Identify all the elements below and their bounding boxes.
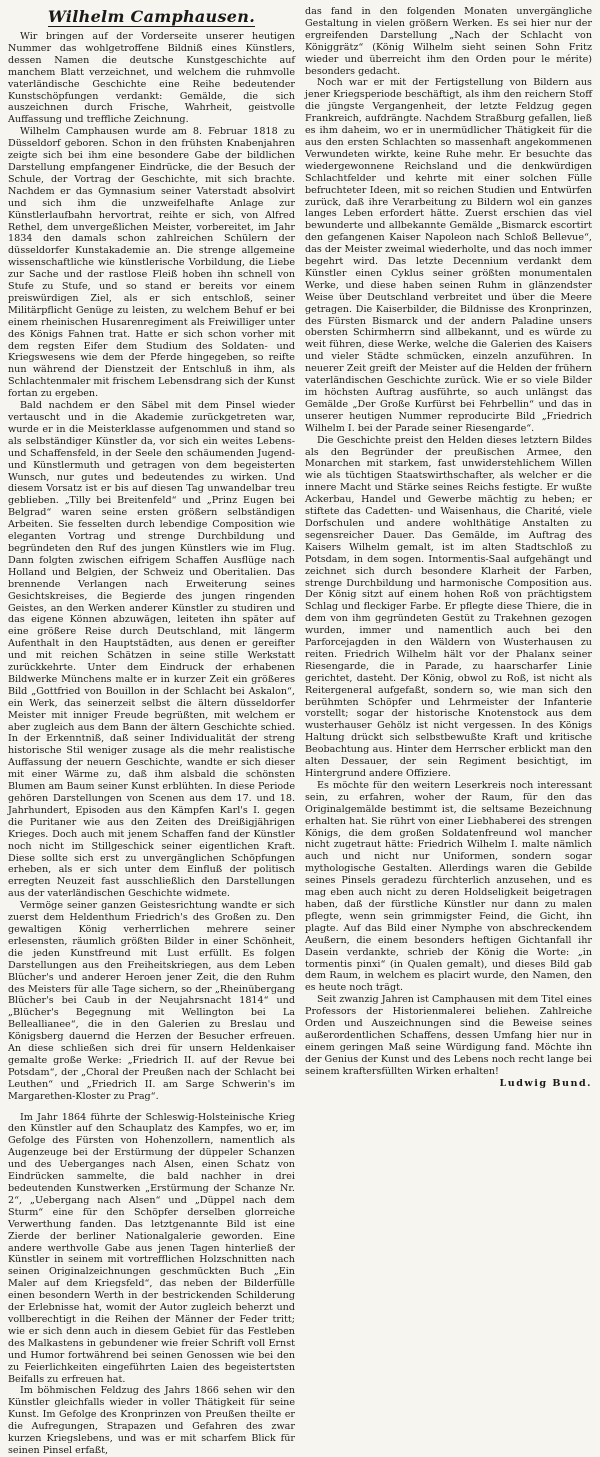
paragraph: Wir bringen auf der Vorderseite unserer heutigen Nummer das wohlgetroffene Bildniß eines Künstlers, dessen Namen die deutsche Kunstgeschichte auf manchem Blatt verzeichnet, und welchem die ruhmvolle vaterländische Geschichte eine Reihe bedeutender Kunstschöpfungen verdankt: Gemälde, die sich auszeichnen durch Frische, Wahrheit, geistvolle Auffassung und treffliche Zeichnung. xyxy=(8,31,295,126)
paragraph: das fand in den folgenden Monaten unvergängliche Gestaltung in vielen größern Werken. Es sei hier nur der ergreifenden Darstellung „Nach der Schlacht von Königgrätz“ (König Wilhelm sieht seinen Sohn Fritz wieder und überreicht ihm den Orden pour le mérite) besonders gedacht. xyxy=(305,6,592,77)
paragraph: Vermöge seiner ganzen Geistesrichtung wandte er sich zuerst dem Heldenthum Friedrich's des Großen zu. Den gewaltigen König verherrlichen mehrere seiner erlesensten, räumlich größten Bilder in einer Schönheit, die jeden Kunstfreund mit Lust erfüllt. Es folgen Darstellungen aus den Freiheitskriegen, aus dem Leben Blücher's und anderer Heroen jener Zeit, die den Ruhm des Meisters für alle Tage sichern, so der „Rheinübergang Blücher's bei Caub in der Neujahrsnacht 1814“ und „Blücher's Begegnung mit Wellington bei La Belleallianee“, die in den Galerien zu Breslau und Königsberg dauernd die Herzen der Besucher erfreuen. An diese schließen sich drei für unsern Heldenkaiser gemalte große Werke: „Friedrich II. auf der Revue bei Potsdam“, der „Choral der Preußen nach der Schlacht bei Leuthen“ und „Friedrich II. am Sarge Schwerin's im Margarethen-Kloster zu Prag“. xyxy=(8,900,295,1102)
paragraph: Im Jahr 1864 führte der Schleswig-Holsteinische Krieg den Künstler auf den Schauplatz des Kampfes, wo er, im Gefolge des Fürsten von Hohenzollern, namentlich als Augenzeuge bei der Erstürmung der düppeler Schanzen und des Ueberganges nach Alsen, einen Schatz von Eindrücken sammelte, die bald nachher in drei bedeutenden Kunstwerken „Erstürmung der Schanze Nr. 2“, „Uebergang nach Alsen“ und „Düppel nach dem Sturm“ eine für den Schöpfer derselben glorreiche Verwerthung fanden. Das letztgenannte Bild ist eine Zierde der berliner Nationalgalerie geworden. Eine andere werthvolle Gabe aus jenen Tagen hinterließ der Künstler in seinem mit vortrefflichen Holzschnitten nach seinen Originalzeichnungen geschmückten Buch „Ein Maler auf dem Kriegsfeld“, das neben der Bilderfülle einen besondern Werth in der bestrickenden Schilderung der Erlebnisse hat, womit der Autor zugleich beherzt und vollberechtigt in die Reihen der Männer der Feder tritt; wie er sich denn auch in diesem Gebiet für das Festleben des Malkastens in gebundener wie freier Schrift voll Ernst und Humor fortwährend bei seinen Genossen wie bei den zu Feierlichkeiten eingeführten Laien des begeistertsten Beifalls zu erfreuen hat. xyxy=(8,1111,295,1385)
paragraph: Noch war er mit der Fertigstellung von Bildern aus jener Kriegsperiode beschäftigt, als ihm den reichern Stoff die jüngste Vergangenheit, der letzte Feldzug gegen Frankreich, aufdrängte. Nachdem Straßburg gefallen, ließ es ihm daheim, wo er in unermüdlicher Thätigkeit für die aus den ersten Schlachten so massenhaft angekommenen Verwundeten wirkte, keine Ruhe mehr. Er besuchte das wiedergewonnene Reichsland und die denkwürdigen Schlachtfelder und kehrte mit einer solchen Fülle befruchteter Ideen, mit so reichen Studien und Entwürfen zurück, daß ihre Verarbeitung zu Bildern wol ein ganzes langes Leben erfordert hätte. Zuerst erschien das viel bewunderte und allbekannte Gemälde „Bismarck escortirt den gefangenen Kaiser Napoleon nach Schloß Bellevue“, das der Meister zweimal wiederholte, und das noch immer begehrt wird. Das letzte Decennium verdankt dem Künstler einen Cyklus seiner größten monumentalen Werke, und diese haben seinen Ruhm in glänzendster Weise über Deutschland verbreitet und über die Meere getragen. Die Kaiserbilder, die Bildnisse des Kronprinzen, des Fürsten Bismarck und der andern Paladine unsers obersten Schirmherrn sind allbekannt, und es würde zu weit führen, diese Werke, welche die Galerien des Kaisers und vieler Städte schmücken, einzeln anzuführen. In neuerer Zeit greift der Meister auf die Helden der frühern vaterländischen Geschichte zurück. Wie er so viele Bilder im höchsten Auftrag ausführte, so auch unlängst das Gemälde „Der Große Kurfürst bei Fehrbellin“ und das in unserer heutigen Nummer reproducirte Bild „Friedrich Wilhelm I. bei der Parade seiner Riesengarde“. xyxy=(305,77,593,434)
paragraph: Bald nachdem er den Säbel mit dem Pinsel wieder vertauscht und in die Akademie zurückgetreten war, wurde er in die Meisterklasse aufgenommen und stand so als selbständiger Künstler da, vor sich ein weites Lebens- und Schaffensfeld, in der Seele den schäumenden Jugend- und Künstlermuth und getragen von dem begeisterten Wunsch, nur gutes und bedeutendes zu wirken. Und diesem Vorsatz ist er bis auf diesen Tag unwandelbar treu geblieben. „Tilly bei Breitenfeld“ und „Prinz Eugen bei Belgrad“ waren seine ersten größern selbständigen Arbeiten. Sie fesselten durch lebendige Composition wie eleganten Vortrag und strenge Durchbildung und begründeten den Ruf des jungen Künstlers wie im Flug. Dann folgten zwischen eifrigem Schaffen Ausflüge nach Holland und Belgien, der Schweiz und Oberitalien. Das brennende Verlangen nach Erweiterung seines Gesichtskreises, die Begierde des jungen ringenden Geistes, an den Werken anderer Künstler zu studiren und das eigene Können abzuwägen, leiteten ihn später auf eine größere Reise durch Deutschland, mit längerm Aufenthalt in den Hauptstädten, aus denen er gereifter und mit reichen Schätzen in seine stille Werkstatt zurückkehrte. Unter dem Eindruck der erhabenen Bildwerke Münchens malte er in kurzer Zeit ein größeres Bild „Gottfried von Bouillon in der Schlacht bei Askalon“, ein Werk, das seinerzeit selbst die ältern düsseldorfer Meister mit inniger Freude begrüßten, mit welchem er aber zugleich aus dem Bann der ältern Geschichte schied. In der Erkenntniß, daß seiner Individualität der streng historische Stil weniger zusage als die mehr realistische Auffassung der neuern Geschichte, wandte er sich dieser mit einer Wärme zu, daß ihm alsbald die schönsten Blumen am Baum seiner Kunst erblühten. In diese Periode gehören Darstellungen von Scenen aus dem 17. und 18. Jahrhundert, Episoden aus den Kämpfen Karl's I. gegen die Puritaner wie aus den Zeiten des Dreißigjährigen Krieges. Doch auch mit jenem Schaffen fand der Künstler noch nicht im Stillgeschick seiner eigentlichen Kraft. Diese sollte sich erst zu unvergänglichen Schöpfungen erheben, als er sich unter dem Einfluß der politisch erregten Neuzeit fast ausschließlich den Darstellungen aus der vaterländischen Geschichte widmete. xyxy=(8,400,295,900)
paragraph: Die Geschichte preist den Helden dieses letztern Bildes als den Begründer der preußischen Armee, den Monarchen mit starkem, fast unwiderstehlichem Willen wie als tüchtigen Staatswirthschafter, als welcher er die innere Macht und Stärke seines Reichs festigte. Er wußte Ackerbau, Handel und Gewerbe mächtig zu heben; er stiftete das Cadetten- und Waisenhaus, die Charité, viele Dorfschulen und andere wohlthätige Anstalten zu segensreicher Dauer. Das Gemälde, im Auftrag des Kaisers Wilhelm gemalt, ist im alten Stadtschloß zu Potsdam, in dem sogen. Intormentis-Saal aufgehängt und zeichnet sich durch besondere Klarheit der Farben, strenge Durchbildung und harmonische Composition aus. Der König sitzt auf einem hohen Roß von prächtigstem Schlag und fleckiger Farbe. Er pflegte diese Thiere, die in dem von ihm gegründeten Gestüt zu Trakehnen gezogen wurden, immer und namentlich auch bei den Parforcejagden in den Wäldern von Wusterhausen zu reiten. Friedrich Wilhelm hält vor der Phalanx seiner Riesengarde, die in Parade, zu haarscharfer Linie gerichtet, dasteht. Der König, obwol zu Roß, ist nicht als Reitergeneral aufgefaßt, sondern so, wie man sich den berühmten Schöpfer und Lehrmeister der Infanterie vorstellt; sogar der historische Knotenstock aus dem wusterhauser Gehölz ist nicht vergessen. In des Königs Haltung drückt sich selbstbewußte Kraft und kritische Beobachtung aus. Hinter dem Herrscher erblickt man den alten Dessauer, der sein Regiment besichtigt, im Hintergrund andere Offiziere. xyxy=(305,434,592,779)
paragraph: Im böhmischen Feldzug des Jahrs 1866 sehen wir den Künstler gleichfalls wieder in voller Thätigkeit für seine Kunst. Im Gefolge des Kronprinzen von Preußen theilte er die Aufregungen, Strapazen und Gefahren des zwar kurzen Kriegslebens, und was er mit scharfem Blick für seinen Pinsel erfaßt, xyxy=(8,1385,295,1456)
right-column xyxy=(305,6,592,1371)
left-column xyxy=(8,6,295,1456)
author-signature: Ludwig Bund. xyxy=(499,1077,592,1089)
article-title: Wilhelm Camphausen. xyxy=(47,7,256,26)
paragraph: Seit zwanzig Jahren ist Camphausen mit dem Titel eines Professors der Historienmalerei beliehen. Zahlreiche Orden und Auszeichnungen sind die Beweise seines außerordentlichen Schaffens, dessen Umfang hier nur in einem geringen Maß seine Würdigung fand. Möchte ihn der Genius der Kunst und des Lebens noch recht lange bei seinem kraftersfüllten Wirken erhalten! xyxy=(305,994,592,1077)
paragraph-gap xyxy=(8,1103,295,1112)
paragraph: Es möchte für den weitern Leserkreis noch interessant sein, zu erfahren, woher der Raum, für den das Originalgemälde bestimmt ist, die seltsame Bezeichnung erhalten hat. Sie rührt von einer Liebhaberei des strengen Königs, die dem großen Soldatenfreund wol mancher nicht zugetraut hätte: Friedrich Wilhelm I. malte nämlich auch und nicht nur Uniformen, sondern sogar mythologische Gestalten. Allerdings waren die Gebilde seines Pinsels geradezu fürchterlich anzusehen, und es mag eben auch nicht zu deren Holdseligkeit beigetragen haben, daß der fürstliche Künstler nur dann zu malen pflegte, wenn sein grimmigster Feind, die Gicht, ihn plagte. Auf das Bild einer Nymphe von abschreckendem Aeußern, die einem besonders heftigen Gichtanfall ihr Dasein verdankte, schrieb der König die Worte: „in tormentis pinxi“ (in Qualen gemalt), und dieses Bild gab dem Raum, in welchem es placirt wurde, den Namen, den es heute noch trägt. xyxy=(305,779,592,994)
paragraph: Wilhelm Camphausen wurde am 8. Februar 1818 zu Düsseldorf geboren. Schon in den frühsten Knabenjahren zeigte sich bei ihm eine besondere Gabe der bildlichen Darstellung empfangener Eindrücke, die der Besuch der Schule, der Vortrag der Geschichte, mit sich brachte. Nachdem er das Gymnasium seiner Vaterstadt absolvirt und sich ihm die unzweifelhafte Anlage zur Künstlerlaufbahn hervortrat, reihte er sich, von Alfred Rethel, dem unvergeßlichen Meister, vorbereitet, im Jahr 1834 den damals schon zahlreichen Schülern der düsseldorfer Kunstakademie an. Die strenge allgemeine wissenschaftliche wie künstlerische Vorbildung, die Liebe zur Sache und der rastlose Fleiß hoben ihn schnell von Stufe zu Stufe, und so stand er bereits vor einem preiswürdigen Ziel, als er sich entschloß, seiner Militärpflicht Genüge zu leisten, zu welchem Behuf er bei einem rheinischen Husarenregiment als Freiwilliger unter des Königs Fahnen trat. Hatte er sich schon vorher mit dem regsten Eifer dem Studium des Soldaten- und Kriegswesens wie dem der Pferde hingegeben, so reifte nun während der Dienstzeit der Entschluß in ihm, als Schlachtenmaler mit frischem Lebensdrang sich der Kunst fortan zu ergeben. xyxy=(8,126,295,400)
